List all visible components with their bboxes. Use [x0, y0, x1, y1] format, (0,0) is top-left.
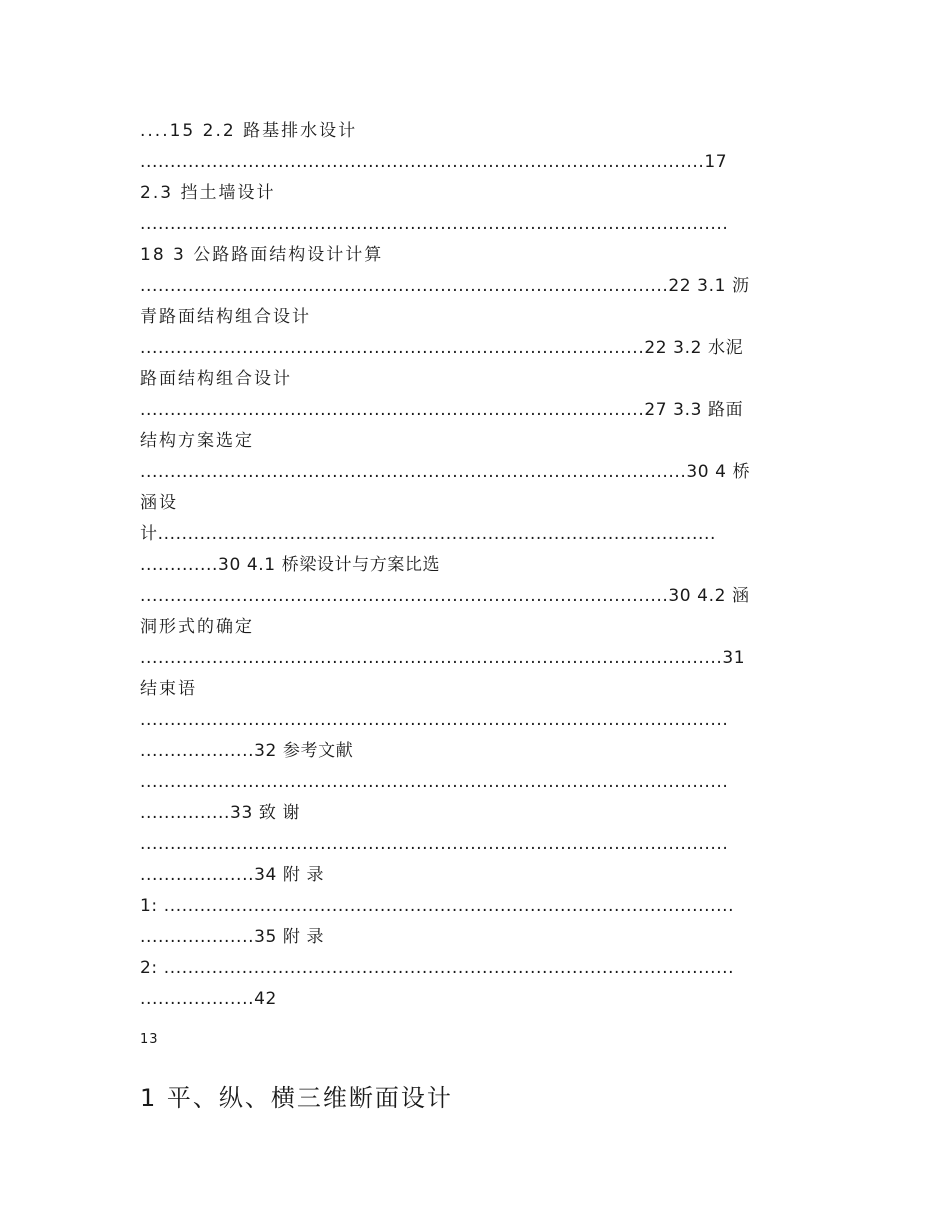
toc-line: ...............33 致 谢	[140, 803, 301, 823]
toc-line: ..................................................................................................	[140, 834, 729, 854]
toc-line: ..................................................................................................	[140, 772, 729, 792]
toc-line: 涵设	[140, 493, 178, 513]
page-number: 13	[140, 1032, 159, 1047]
toc-line: ...................42	[140, 989, 277, 1009]
toc-line: ...................34 附 录	[140, 865, 325, 885]
toc-line: 结构方案选定	[140, 431, 254, 451]
toc-line: .............30 4.1 桥梁设计与方案比选	[140, 555, 441, 575]
table-of-contents	[140, 116, 808, 1015]
toc-line: 路面结构组合设计	[140, 369, 292, 389]
toc-line: ........................................................................................30 4.2 涵	[140, 586, 750, 606]
chapter-heading: 1 平、纵、横三维断面设计	[140, 1084, 453, 1112]
toc-line: 1: ...............................................................................................	[140, 896, 735, 916]
toc-line: .................................................................................................31	[140, 648, 746, 668]
toc-line: ..................................................................................................	[140, 710, 729, 730]
toc-line: 18 3 公路路面结构设计计算	[140, 245, 384, 265]
toc-line: ....................................................................................27 3.3 路面	[140, 400, 744, 420]
toc-line: ..............................................................................................17	[140, 152, 728, 172]
toc-line: 2.3 挡土墙设计	[140, 183, 276, 203]
toc-line: ........................................................................................22 3.1 沥	[140, 276, 750, 296]
toc-line: 2: ...............................................................................................	[140, 958, 735, 978]
toc-line: 结束语	[140, 679, 197, 699]
toc-line: 青路面结构组合设计	[140, 307, 311, 327]
toc-line: ...................35 附 录	[140, 927, 325, 947]
toc-line: ..................................................................................................	[140, 214, 729, 234]
toc-line: 计.............................................................................................	[140, 524, 716, 544]
toc-line: ....................................................................................22 3.2 水泥	[140, 338, 744, 358]
toc-line: ...........................................................................................30 4 桥	[140, 462, 751, 482]
toc-line: ....15 2.2 路基排水设计	[140, 121, 358, 141]
toc-line: ...................32 参考文献	[140, 741, 354, 761]
toc-line: 洞形式的确定	[140, 617, 254, 637]
